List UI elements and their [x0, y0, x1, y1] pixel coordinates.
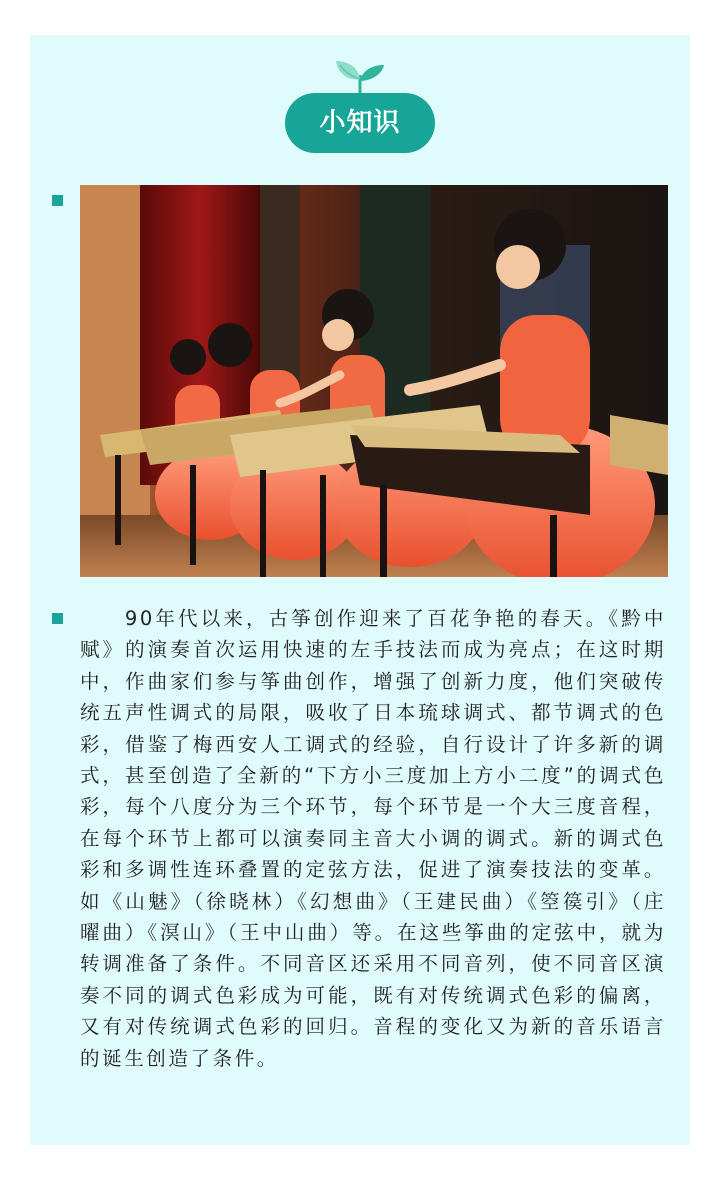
- section-header: [30, 55, 690, 155]
- sprout-icon: [330, 57, 390, 97]
- article-paragraph: 90年代以来，古筝创作迎来了百花争艳的春天。《黔中赋》的演奏首次运用快速的左手技法而成为亮点；在这时期中，作曲家们参与筝曲创作，增强了创新力度，他们突破传统五声性调式的局限，吸收了日本琉球调式、都节调式的色彩，借鉴了梅西安人工调式的经验，自行设计了许多新的调式，甚至创造了全新的“下方小三度加上方小二度”的调式色彩，每个八度分为三个环节，每个环节是一个大三度音程，在每个环节上都可以演奏同主音大小调的调式。新的调式色彩和多调性连环叠置的定弦方法，促进了演奏技法的变革。如《山魅》（徐晓林）《幻想曲》（王建民曲）《箜篌引》（庄曜曲）《溟山》（王中山曲）等。在这些筝曲的定弦中，就为转调准备了条件。不同音区还采用不同音列，使不同音区演奏不同的调式色彩成为可能，既有对传统调式色彩的偏离，又有对传统调式色彩的回归。音程的变化又为新的音乐语言的诞生创造了条件。: [80, 607, 666, 1070]
- bullet-marker: [52, 195, 63, 206]
- bullet-marker: [52, 613, 63, 624]
- knowledge-card: [30, 35, 690, 1145]
- guzheng-performance-photo: [80, 185, 668, 577]
- section-title-badge: 小知识: [285, 93, 435, 153]
